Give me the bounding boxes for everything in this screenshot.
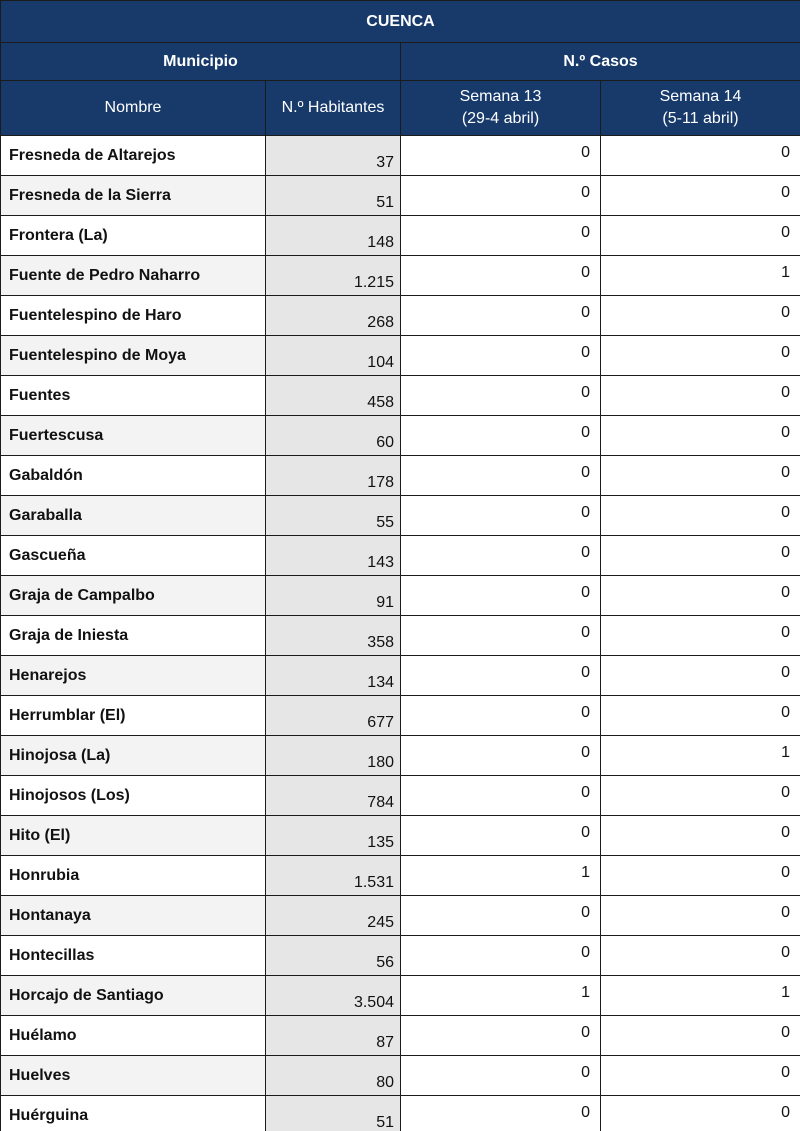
semana13-cases-cell: 0 <box>401 736 601 776</box>
municipio-name-cell: Fresneda de la Sierra <box>1 176 266 216</box>
table-row <box>1 576 800 616</box>
semana14-cases-cell: 0 <box>601 616 800 656</box>
semana14-cases-cell: 0 <box>601 216 800 256</box>
habitantes-cell: 104 <box>266 336 401 376</box>
semana13-cases-cell: 0 <box>401 376 601 416</box>
municipio-name-cell: Hito (El) <box>1 816 266 856</box>
habitantes-cell: 80 <box>266 1056 401 1096</box>
municipio-name-cell: Hontanaya <box>1 896 266 936</box>
table-row <box>1 1096 800 1131</box>
semana14-cases-cell: 0 <box>601 336 800 376</box>
table-row <box>1 336 800 376</box>
table-row <box>1 856 800 896</box>
municipio-name-cell: Huelves <box>1 1056 266 1096</box>
semana13-cases-cell: 0 <box>401 616 601 656</box>
table-row <box>1 496 800 536</box>
semana13-cases-cell: 0 <box>401 936 601 976</box>
table-row <box>1 896 800 936</box>
municipio-group-header: Municipio <box>1 43 401 81</box>
table-row <box>1 776 800 816</box>
habitantes-cell: 91 <box>266 576 401 616</box>
municipio-name-cell: Graja de Iniesta <box>1 616 266 656</box>
semana14-cases-cell: 0 <box>601 656 800 696</box>
semana13-cases-cell: 0 <box>401 496 601 536</box>
table-row <box>1 456 800 496</box>
table-row <box>1 216 800 256</box>
semana13-cases-cell: 0 <box>401 456 601 496</box>
semana13-cases-cell: 0 <box>401 416 601 456</box>
municipio-name-cell: Fuentes <box>1 376 266 416</box>
table-row <box>1 376 800 416</box>
habitantes-cell: 148 <box>266 216 401 256</box>
municipio-name-cell: Henarejos <box>1 656 266 696</box>
semana14-cases-cell: 0 <box>601 896 800 936</box>
semana14-cases-cell: 0 <box>601 496 800 536</box>
table-row <box>1 136 800 176</box>
table-row <box>1 736 800 776</box>
semana13-cases-cell: 0 <box>401 576 601 616</box>
habitantes-cell: 1.531 <box>266 856 401 896</box>
semana13-cases-cell: 0 <box>401 136 601 176</box>
municipio-name-cell: Fuertescusa <box>1 416 266 456</box>
semana13-cases-cell: 1 <box>401 976 601 1016</box>
semana14-cases-cell: 0 <box>601 1056 800 1096</box>
table-row <box>1 816 800 856</box>
semana13-cases-cell: 0 <box>401 216 601 256</box>
semana14-cases-cell: 0 <box>601 136 800 176</box>
municipio-name-cell: Hinojosos (Los) <box>1 776 266 816</box>
semana14-cases-cell: 0 <box>601 176 800 216</box>
municipio-name-cell: Hinojosa (La) <box>1 736 266 776</box>
semana13-cases-cell: 1 <box>401 856 601 896</box>
municipio-name-cell: Fresneda de Altarejos <box>1 136 266 176</box>
semana13-label: Semana 13 <box>459 88 542 105</box>
municipio-name-cell: Frontera (La) <box>1 216 266 256</box>
table-row <box>1 536 800 576</box>
semana14-cases-cell: 0 <box>601 1096 800 1131</box>
semana14-cases-cell: 0 <box>601 776 800 816</box>
municipio-name-cell: Garaballa <box>1 496 266 536</box>
habitantes-cell: 87 <box>266 1016 401 1056</box>
semana14-cases-cell: 0 <box>601 696 800 736</box>
habitantes-cell: 178 <box>266 456 401 496</box>
semana14-column-header <box>601 81 800 136</box>
habitantes-column-header: N.º Habitantes <box>266 81 401 136</box>
semana14-cases-cell: 0 <box>601 1016 800 1056</box>
semana13-cases-cell: 0 <box>401 816 601 856</box>
municipio-name-cell: Gascueña <box>1 536 266 576</box>
semana14-cases-cell: 0 <box>601 456 800 496</box>
semana13-cases-cell: 0 <box>401 656 601 696</box>
municipio-name-cell: Huérguina <box>1 1096 266 1131</box>
table-row <box>1 696 800 736</box>
habitantes-cell: 245 <box>266 896 401 936</box>
table-row <box>1 176 800 216</box>
table-row <box>1 976 800 1016</box>
municipio-name-cell: Fuente de Pedro Naharro <box>1 256 266 296</box>
semana14-cases-cell: 0 <box>601 536 800 576</box>
semana13-cases-cell: 0 <box>401 1016 601 1056</box>
semana13-cases-cell: 0 <box>401 296 601 336</box>
table-row <box>1 656 800 696</box>
semana14-cases-cell: 0 <box>601 416 800 456</box>
habitantes-cell: 56 <box>266 936 401 976</box>
nombre-column-header: Nombre <box>1 81 266 136</box>
habitantes-cell: 51 <box>266 1096 401 1131</box>
semana13-cases-cell: 0 <box>401 176 601 216</box>
semana13-dates: (29-4 abril) <box>461 110 540 127</box>
municipio-name-cell: Huélamo <box>1 1016 266 1056</box>
habitantes-cell: 268 <box>266 296 401 336</box>
habitantes-cell: 143 <box>266 536 401 576</box>
semana13-column-header <box>401 81 601 136</box>
table-row <box>1 1016 800 1056</box>
habitantes-cell: 135 <box>266 816 401 856</box>
habitantes-cell: 458 <box>266 376 401 416</box>
semana14-cases-cell: 0 <box>601 376 800 416</box>
municipio-name-cell: Fuentelespino de Haro <box>1 296 266 336</box>
habitantes-cell: 55 <box>266 496 401 536</box>
table-row <box>1 616 800 656</box>
habitantes-cell: 51 <box>266 176 401 216</box>
table-row <box>1 936 800 976</box>
semana13-cases-cell: 0 <box>401 1056 601 1096</box>
municipio-name-cell: Fuentelespino de Moya <box>1 336 266 376</box>
habitantes-cell: 1.215 <box>266 256 401 296</box>
habitantes-cell: 37 <box>266 136 401 176</box>
semana14-label: Semana 14 <box>659 88 742 105</box>
habitantes-cell: 134 <box>266 656 401 696</box>
semana14-cases-cell: 0 <box>601 296 800 336</box>
semana13-cases-cell: 0 <box>401 336 601 376</box>
habitantes-cell: 60 <box>266 416 401 456</box>
municipio-name-cell: Horcajo de Santiago <box>1 976 266 1016</box>
semana14-cases-cell: 1 <box>601 256 800 296</box>
table-row <box>1 1056 800 1096</box>
habitantes-cell: 358 <box>266 616 401 656</box>
municipio-name-cell: Hontecillas <box>1 936 266 976</box>
semana14-cases-cell: 1 <box>601 736 800 776</box>
habitantes-cell: 784 <box>266 776 401 816</box>
municipio-name-cell: Gabaldón <box>1 456 266 496</box>
semana14-dates: (5-11 abril) <box>662 110 739 127</box>
semana13-cases-cell: 0 <box>401 256 601 296</box>
semana13-cases-cell: 0 <box>401 896 601 936</box>
habitantes-cell: 677 <box>266 696 401 736</box>
semana13-cases-cell: 0 <box>401 1096 601 1131</box>
casos-group-header: N.º Casos <box>401 43 800 81</box>
semana14-cases-cell: 0 <box>601 856 800 896</box>
municipio-name-cell: Honrubia <box>1 856 266 896</box>
semana14-cases-cell: 1 <box>601 976 800 1016</box>
table-row <box>1 256 800 296</box>
semana13-cases-cell: 0 <box>401 776 601 816</box>
semana13-cases-cell: 0 <box>401 696 601 736</box>
province-title: CUENCA <box>1 1 800 43</box>
municipio-name-cell: Herrumblar (El) <box>1 696 266 736</box>
semana14-cases-cell: 0 <box>601 576 800 616</box>
semana13-cases-cell: 0 <box>401 536 601 576</box>
table-row <box>1 296 800 336</box>
table-row <box>1 416 800 456</box>
semana14-cases-cell: 0 <box>601 936 800 976</box>
semana14-cases-cell: 0 <box>601 816 800 856</box>
habitantes-cell: 180 <box>266 736 401 776</box>
habitantes-cell: 3.504 <box>266 976 401 1016</box>
municipio-name-cell: Graja de Campalbo <box>1 576 266 616</box>
